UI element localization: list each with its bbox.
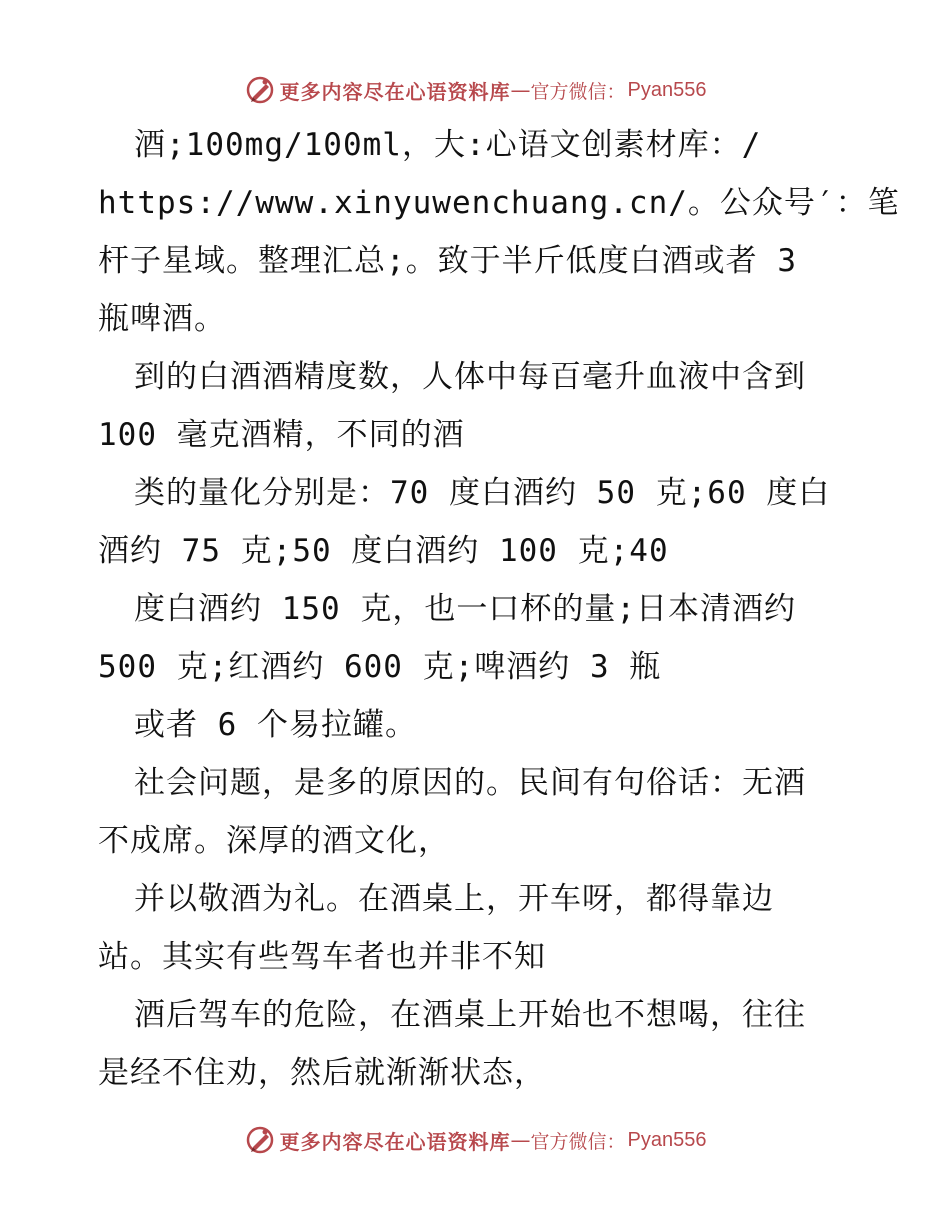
document-body xyxy=(98,126,900,1112)
text-line: 到的白酒酒精度数，人体中每百毫升血液中含到 xyxy=(134,359,806,395)
promo-text: 更多内容尽在心语资料库 xyxy=(279,79,511,104)
text-line: 站。其实有些驾车者也并非不知 xyxy=(98,939,546,975)
pen-logo-icon xyxy=(244,1124,276,1156)
text-line: 杆子星域。整理汇总;。致于半斤低度白酒或者 3 xyxy=(98,243,797,279)
footer-banner xyxy=(0,1120,950,1160)
text-line: 不成席。深厚的酒文化， xyxy=(98,823,450,859)
text-line: 社会问题，是多的原因的。民间有句俗话：无酒 xyxy=(134,765,806,801)
banner-dash: — xyxy=(510,78,531,102)
banner-dash: — xyxy=(510,1128,531,1152)
text-line: 瓶啤酒。 xyxy=(98,301,226,337)
text-line: 类的量化分别是：70 度白酒约 50 克;60 度白 xyxy=(134,475,831,511)
text-line: 酒约 75 克;50 度白酒约 100 克;40 xyxy=(98,533,669,569)
text-line: 100 毫克酒精，不同的酒 xyxy=(98,417,465,453)
text-line: 并以敬酒为礼。在酒桌上，开车呀，都得靠边 xyxy=(134,881,774,917)
promo-text: 更多内容尽在心语资料库 xyxy=(279,1129,511,1154)
text-line: 酒;100mg/100ml，大:心语文创素材库：/ xyxy=(134,127,762,163)
text-line: 或者 6 个易拉罐。 xyxy=(134,707,417,743)
text-line: 度白酒约 150 克，也一口杯的量;日本清酒约 xyxy=(134,591,796,627)
text-line: 是经不住劝，然后就渐渐状态， xyxy=(98,1055,546,1091)
text-line: https://www.xinyuwenchuang.cn/。公众号′：笔 xyxy=(98,185,900,221)
wechat-id: Pyan556 xyxy=(627,78,707,101)
header-banner xyxy=(0,70,950,110)
official-wechat-label: 官方微信： xyxy=(530,1130,626,1153)
text-line: 500 克;红酒约 600 克;啤酒约 3 瓶 xyxy=(98,649,662,685)
wechat-id: Pyan556 xyxy=(627,1128,707,1151)
text-line: 酒后驾车的危险，在酒桌上开始也不想喝，往往 xyxy=(134,997,806,1033)
pen-logo-icon xyxy=(244,74,276,106)
official-wechat-label: 官方微信： xyxy=(530,80,626,103)
